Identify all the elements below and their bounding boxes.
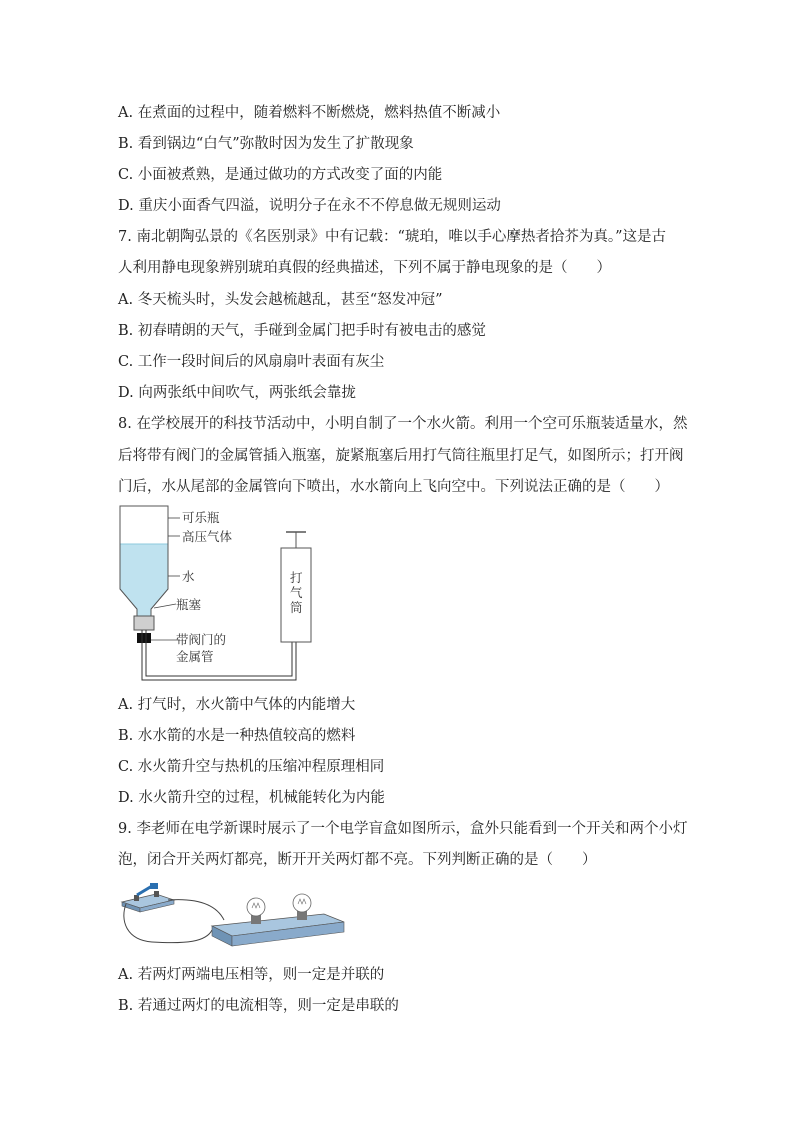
label-stopper: 瓶塞 <box>176 597 202 612</box>
q9-stem-line-1: 9. 李老师在电学新课时展示了一个电学盲盒如图所示，盒外只能看到一个开关和两个小灯 <box>118 821 688 837</box>
label-water: 水 <box>182 569 195 584</box>
q8-option-c: C. 水火箭升空与热机的压缩冲程原理相同 <box>118 759 385 775</box>
water-fill <box>120 544 168 616</box>
q7-option-d: D. 向两张纸中间吹气，两张纸会靠拢 <box>118 385 356 401</box>
q8-option-a: A. 打气时，水火箭中气体的内能增大 <box>118 697 356 713</box>
q6-option-a: A. 在煮面的过程中，随着燃料不断燃烧，燃料热值不断减小 <box>118 105 501 121</box>
q8-option-d: D. 水火箭升空的过程，机械能转化为内能 <box>118 790 385 806</box>
label-gas: 高压气体 <box>182 529 233 544</box>
label-tube-line-1: 带阀门的 <box>176 632 227 647</box>
label-pump-1: 打 <box>290 570 303 585</box>
q8-stem-line-3: 门后，水从尾部的金属管向下喷出，水水箭向上飞向空中。下列说法正确的是（ ） <box>118 479 669 495</box>
blind-box-figure <box>116 880 351 952</box>
q7-option-b: B. 初春晴朗的天气，手碰到金属门把手时有被电击的感觉 <box>118 323 486 339</box>
q9-stem-line-2: 泡，闭合开关两灯都亮，断开开关两灯都不亮。下列判断正确的是（ ） <box>118 852 597 868</box>
valve-shape <box>137 633 151 643</box>
q8-stem-line-1: 8. 在学校展开的科技节活动中，小明自制了一个水火箭。利用一个空可乐瓶装适量水，然 <box>118 416 688 432</box>
blind-box <box>212 914 344 946</box>
q7-option-c: C. 工作一段时间后的风扇扇叶表面有灰尘 <box>118 354 385 370</box>
q6-option-d: D. 重庆小面香气四溢，说明分子在永不不停息做无规则运动 <box>118 198 501 214</box>
q7-stem-line-1: 7. 南北朝陶弘景的《名医别录》中有记载：“琥珀，唯以手心摩热者拾芥为真。”这是古 <box>118 229 667 245</box>
q8-option-b: B. 水水箭的水是一种热值较高的燃料 <box>118 728 356 744</box>
q6-option-c: C. 小面被煮熟，是通过做功的方式改变了面的内能 <box>118 167 443 183</box>
label-tube-line-2: 金属管 <box>176 649 214 664</box>
stopper-shape <box>134 616 154 630</box>
q7-stem-line-2: 人利用静电现象辨别琥珀真假的经典描述，下列不属于静电现象的是（ ） <box>118 260 611 276</box>
bottle-icon <box>120 506 168 616</box>
label-pump-3: 筒 <box>290 600 303 615</box>
q9-option-b: B. 若通过两灯的电流相等，则一定是串联的 <box>118 998 399 1014</box>
switch-icon <box>122 883 174 912</box>
q8-stem-line-2: 后将带有阀门的金属管插入瓶塞，旋紧瓶塞后用打气筒往瓶里打足气，如图所示；打开阀 <box>118 448 684 464</box>
q6-option-b: B. 看到锅边“白气”弥散时因为发生了扩散现象 <box>118 136 414 152</box>
label-bottle: 可乐瓶 <box>182 510 220 525</box>
water-rocket-figure <box>110 504 330 684</box>
label-pump-2: 气 <box>290 585 303 600</box>
q7-option-a: A. 冬天梳头时，头发会越梳越乱，甚至“怒发冲冠” <box>118 292 443 308</box>
q9-option-a: A. 若两灯两端电压相等，则一定是并联的 <box>118 967 385 983</box>
bulb-icon <box>247 898 265 924</box>
